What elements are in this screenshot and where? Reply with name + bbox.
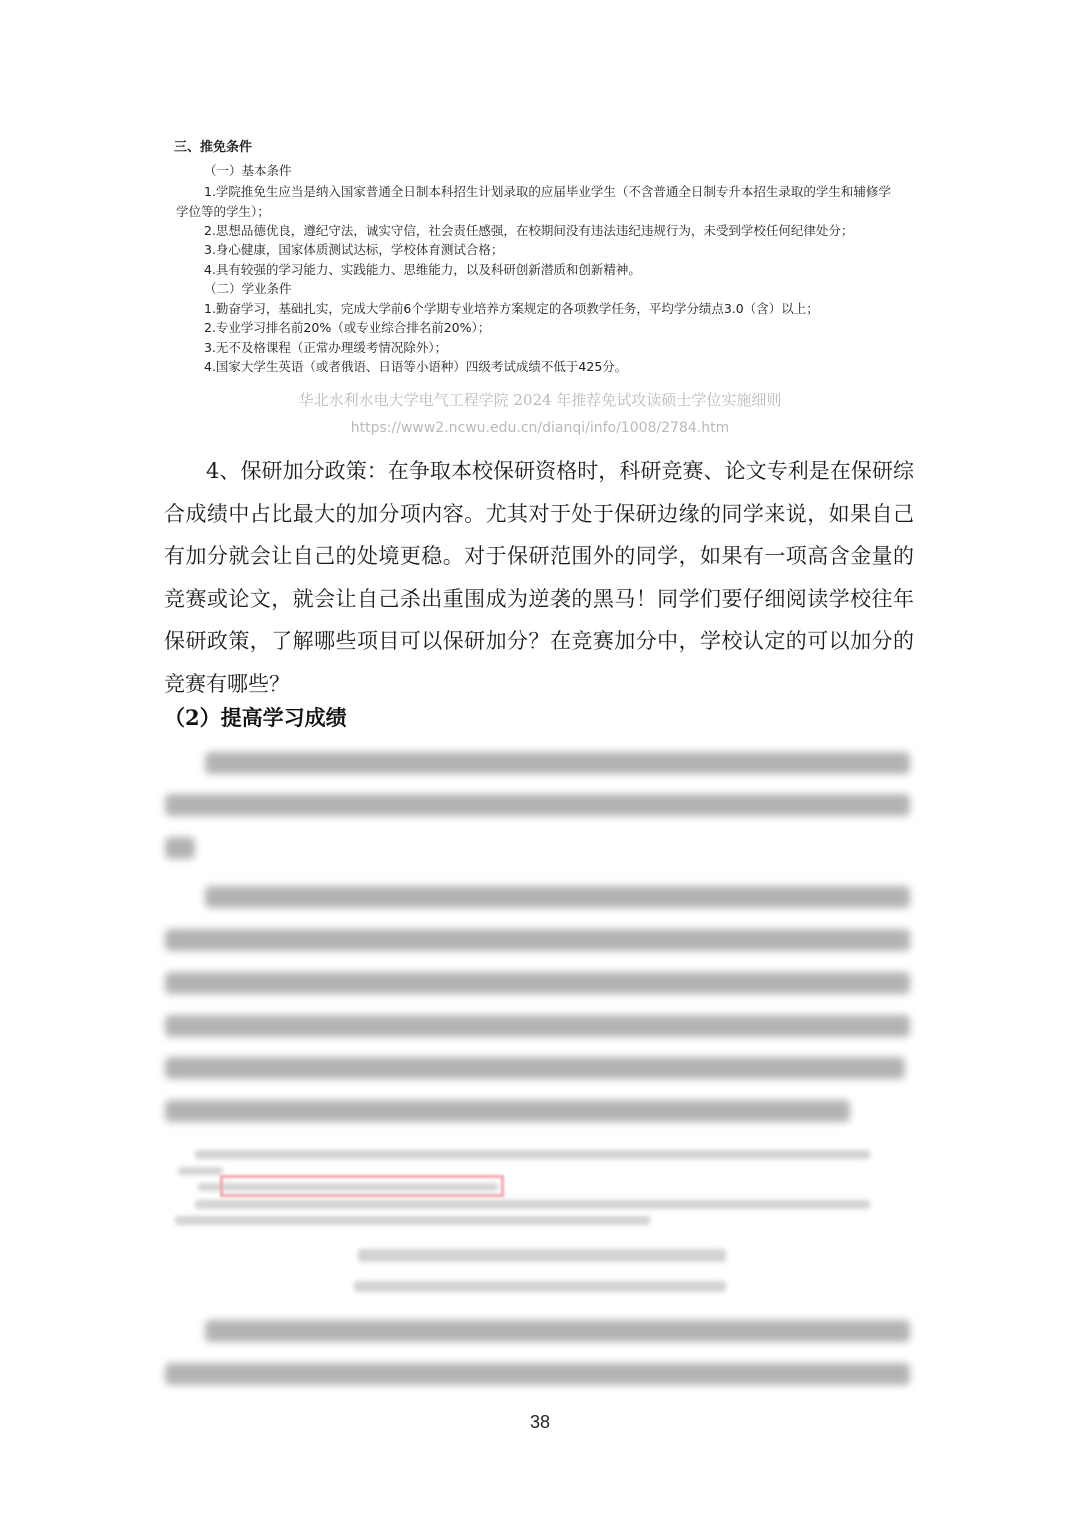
paragraph-text: 4、保研加分政策：在争取本校保研资格时，科研竞赛、论文专利是在保研综合成绩中占比最大的加分项内容。尤其对于处于保研边缘的同学来说，如果自己有加分就会让自己的处境更稳。对于保研范围外的同学，如果有一项高含金量的竞赛或论文，就会让自己杀出重围成为逆袭的黑马！同学们要仔细阅读学校往年保研政策，了解哪些项目可以保研加分？在竞赛加分中，学校认定的可以加分的竞赛有哪些？ <box>164 459 914 696</box>
basic-item: 学位等的学生）； <box>176 204 270 219</box>
basic-item: 1.学院推免生应当是纳入国家普通全日制本科招生计划录取的应届毕业学生（不含普通全日制专升本招生录取的学生和辅修学 <box>204 184 891 199</box>
blurred-line <box>178 1167 223 1175</box>
basic-item: 2.思想品德优良，遵纪守法，诚实守信，社会责任感强，在校期间没有违法违纪违规行为，未受到学校任何纪律处分； <box>204 223 854 238</box>
academic-conditions-title: （二）学业条件 <box>204 281 292 296</box>
basic-item: 3.身心健康，国家体质测试达标，学校体育测试合格； <box>204 242 504 257</box>
blurred-line <box>205 752 910 774</box>
basic-item: 4.具有较强的学习能力、实践能力、思维能力，以及科研创新潜质和创新精神。 <box>204 262 641 277</box>
highlight-box <box>220 1175 504 1197</box>
academic-item: 1.勤奋学习，基础扎实，完成大学前6个学期专业培养方案规定的各项教学任务，平均学分绩点3.0（含）以上； <box>204 301 819 316</box>
blurred-line <box>175 1216 650 1225</box>
source-url: https://www2.ncwu.edu.cn/dianqi/info/1008/2784.htm <box>350 420 730 436</box>
blurred-line <box>195 1200 870 1209</box>
blurred-line <box>165 837 195 859</box>
blurred-line <box>165 1015 910 1037</box>
section-subheading: （2）提高学习成绩 <box>164 705 347 730</box>
blurred-line <box>205 1320 910 1342</box>
basic-conditions-title: （一）基本条件 <box>204 163 292 178</box>
blurred-line <box>205 886 910 908</box>
blurred-line <box>195 1150 870 1159</box>
paragraph-bonus-policy <box>164 450 914 705</box>
rules-heading: 三、推免条件 <box>174 140 253 155</box>
page-number: 38 <box>529 1412 551 1432</box>
blurred-line <box>165 794 910 816</box>
blurred-line <box>165 1057 905 1079</box>
academic-item: 2.专业学习排名前20%（或专业综合排名前20%）； <box>204 320 491 335</box>
blurred-line <box>165 1363 910 1385</box>
academic-item: 4.国家大学生英语（或者俄语、日语等小语种）四级考试成绩不低于425分。 <box>204 359 628 374</box>
figure-caption: 华北水利水电大学电气工程学院 2024 年推荐免试攻读硕士学位实施细则 <box>298 391 782 409</box>
blurred-line <box>165 1100 850 1122</box>
academic-item: 3.无不及格课程（正常办理缓考情况除外）； <box>204 340 448 355</box>
blurred-line <box>165 929 910 951</box>
blurred-line <box>358 1249 726 1262</box>
blurred-line <box>165 972 910 994</box>
blurred-line <box>354 1281 726 1292</box>
